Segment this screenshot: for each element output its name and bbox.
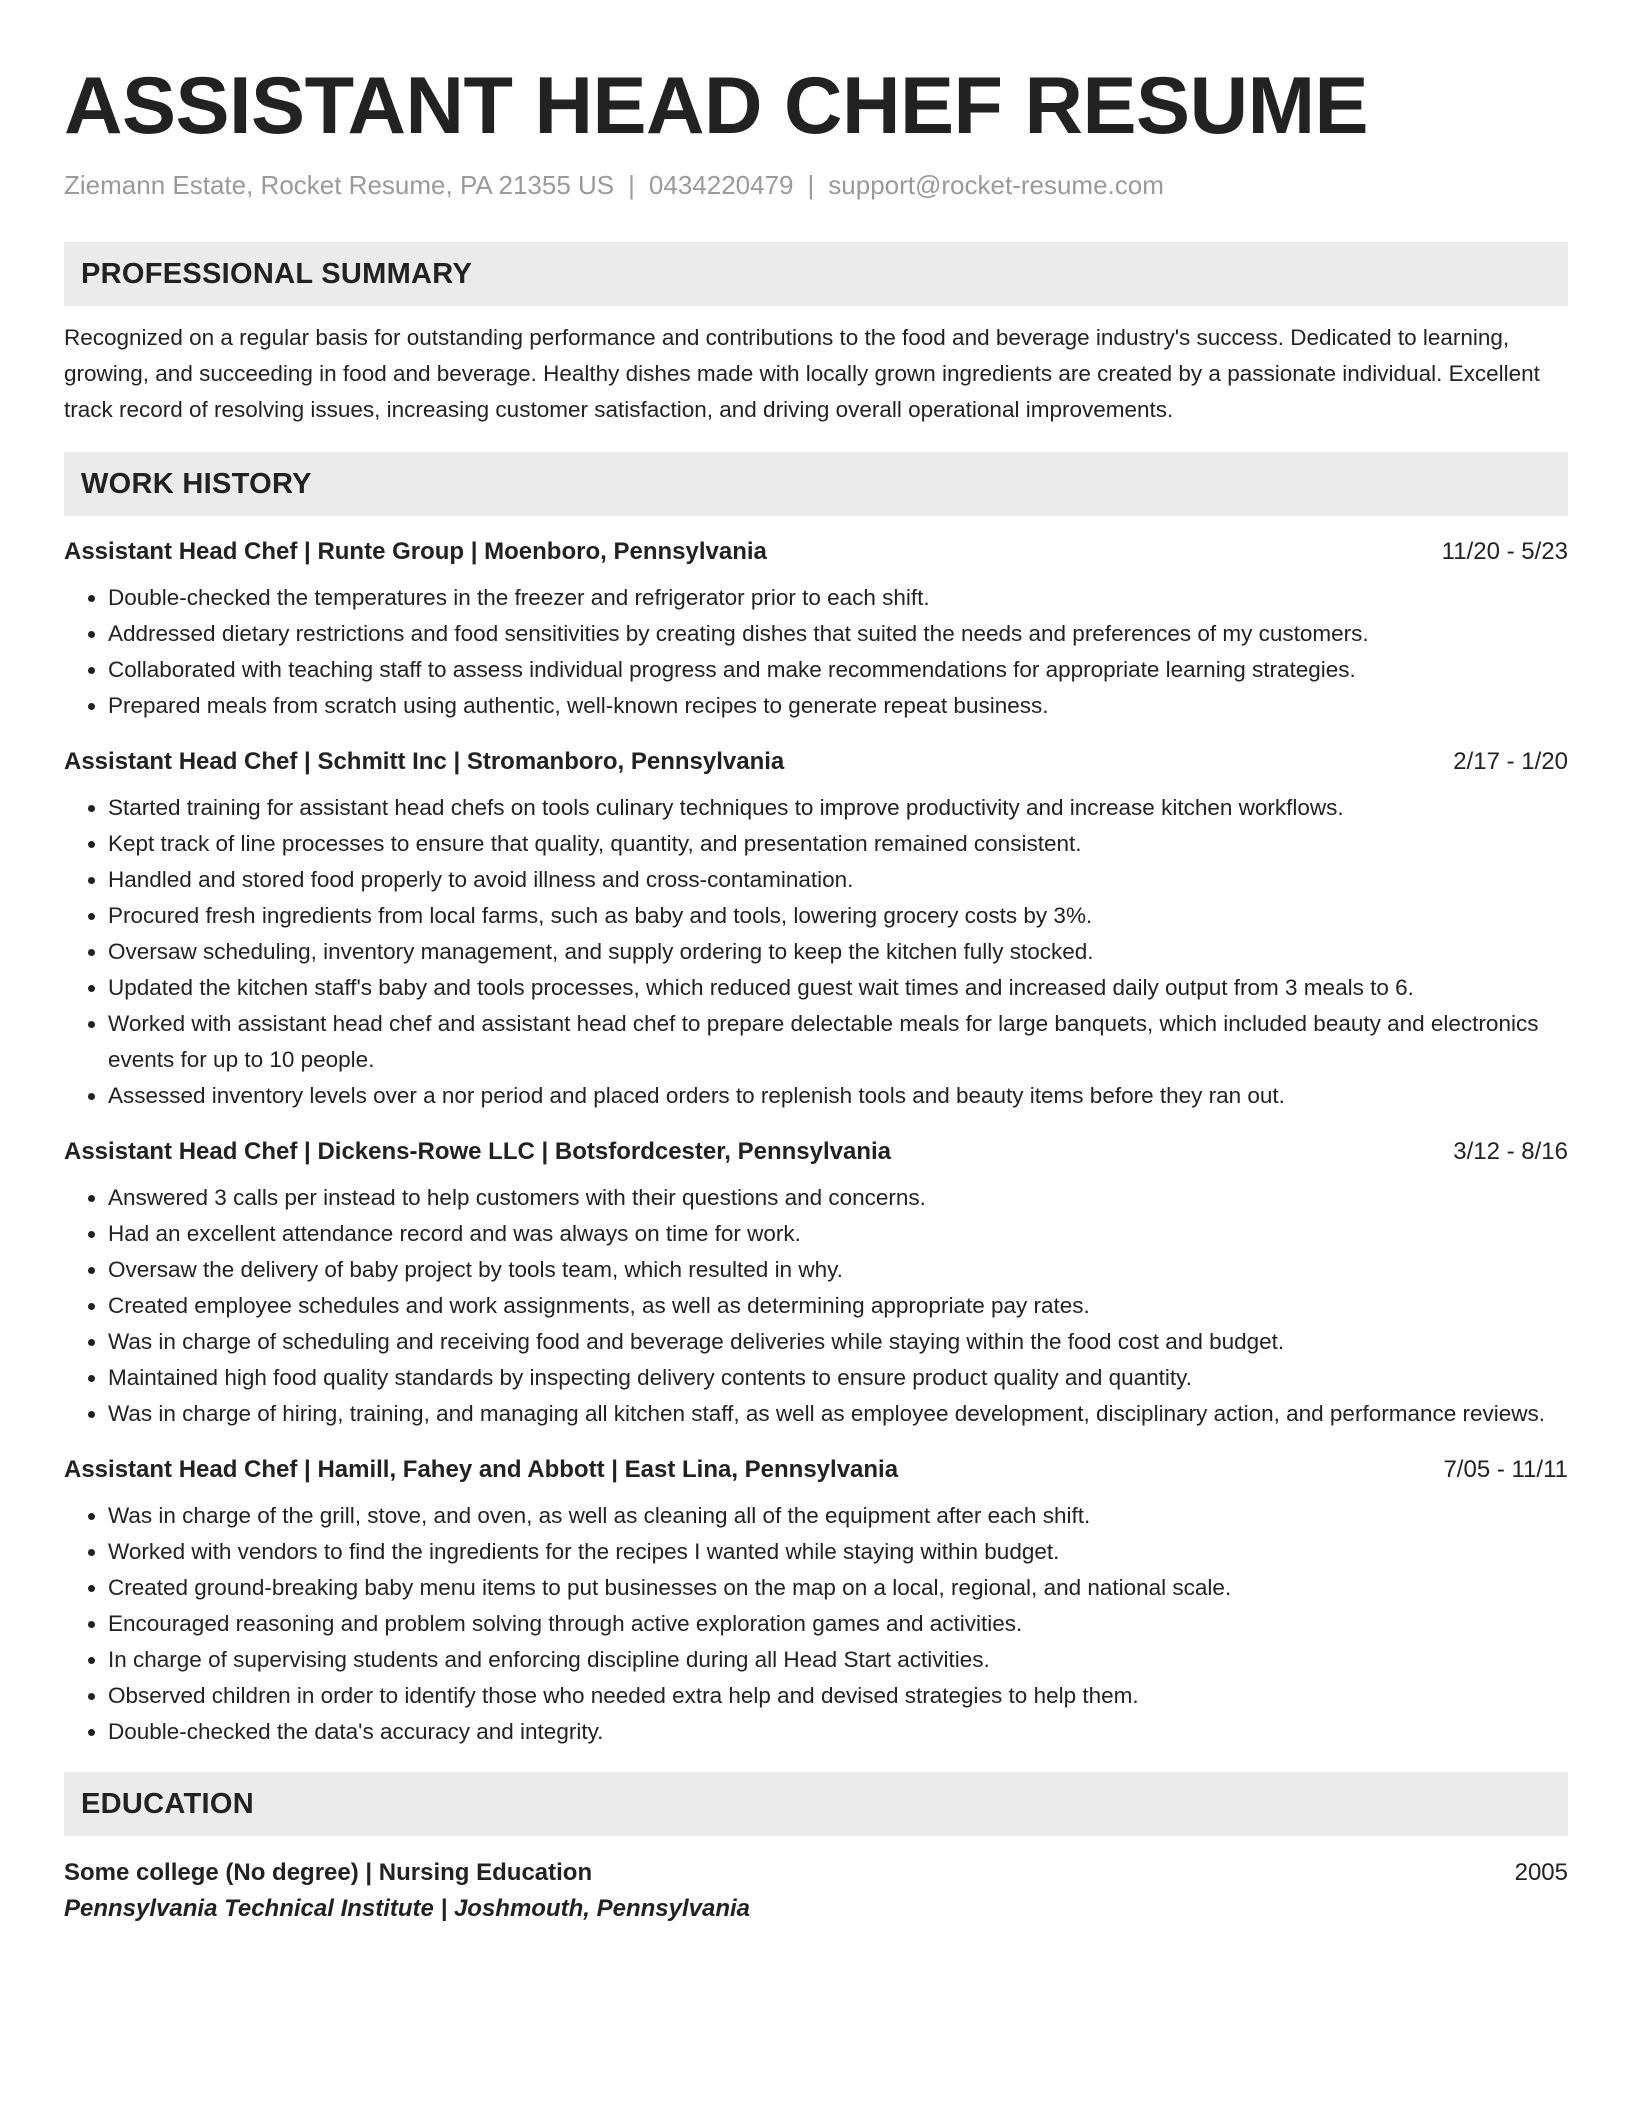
- job-header: [64, 536, 1568, 568]
- contact-separator: |: [807, 170, 815, 200]
- list-item: • Assessed inventory levels over a nor period and placed orders to replenish tools and beauty items before they ran out.: [108, 1078, 1568, 1114]
- list-item: • Started training for assistant head chefs on tools culinary techniques to improve productivity and increase kitchen workflows.: [108, 790, 1568, 826]
- list-item: • Created ground-breaking baby menu items to put businesses on the map on a local, regional, and national scale.: [108, 1570, 1568, 1606]
- list-item: • Encouraged reasoning and problem solving through active exploration games and activities.: [108, 1606, 1568, 1642]
- list-item: • Prepared meals from scratch using authentic, well-known recipes to generate repeat business.: [108, 688, 1568, 724]
- list-item: • Observed children in order to identify those who needed extra help and devised strategies to help them.: [108, 1678, 1568, 1714]
- section-title: PROFESSIONAL SUMMARY: [81, 257, 473, 290]
- education-degree: Some college (No degree) | Nursing Education: [64, 1859, 593, 1886]
- resume-title: ASSISTANT HEAD CHEF RESUME: [64, 61, 1369, 151]
- list-item: • Was in charge of scheduling and receiving food and beverage deliveries while staying within the food cost and budget.: [108, 1324, 1568, 1360]
- education-year: 2005: [1514, 1859, 1568, 1886]
- list-item: • Collaborated with teaching staff to assess individual progress and make recommendations for appropriate learning strategies.: [108, 652, 1568, 688]
- section-title: EDUCATION: [81, 1787, 254, 1820]
- job-header: [64, 746, 1568, 778]
- list-item: • Updated the kitchen staff's baby and tools processes, which reduced guest wait times and increased daily output from 3 meals to 6.: [108, 970, 1568, 1006]
- list-item: • Was in charge of the grill, stove, and oven, as well as cleaning all of the equipment after each shift.: [108, 1498, 1568, 1534]
- section-header-work-history: [64, 452, 1568, 516]
- job-dates: 11/20 - 5/23: [1441, 538, 1568, 565]
- job-entry: [64, 746, 1568, 1114]
- list-item: • Double-checked the data's accuracy and integrity.: [108, 1714, 1568, 1750]
- list-item: • Handled and stored food properly to avoid illness and cross-contamination.: [108, 862, 1568, 898]
- job-entry: [64, 536, 1568, 724]
- job-bullets: [64, 1180, 1568, 1432]
- education-school: Pennsylvania Technical Institute | Joshmouth, Pennsylvania: [64, 1895, 751, 1922]
- job-bullets: [64, 580, 1568, 724]
- job-title: Assistant Head Chef | Dickens-Rowe LLC | Botsfordcester, Pennsylvania: [64, 1138, 891, 1165]
- contact-address: Ziemann Estate, Rocket Resume, PA 21355 US: [64, 170, 615, 200]
- job-title: Assistant Head Chef | Schmitt Inc | Stromanboro, Pennsylvania: [64, 748, 785, 775]
- section-header-summary: [64, 242, 1568, 306]
- contact-email: support@rocket-resume.com: [828, 170, 1164, 200]
- work-history-list: [64, 536, 1568, 1750]
- job-entry: [64, 1454, 1568, 1750]
- contact-phone: 0434220479: [648, 170, 794, 200]
- list-item: • Worked with assistant head chef and assistant head chef to prepare delectable meals for large banquets, which included beauty and electronics events for up to 10 people.: [108, 1006, 1568, 1078]
- job-header: [64, 1136, 1568, 1168]
- contact-line: [64, 168, 1568, 202]
- contact-separator: |: [628, 170, 635, 200]
- list-item: • Addressed dietary restrictions and food sensitivities by creating dishes that suited the needs and preferences of my customers.: [108, 616, 1568, 652]
- list-item: • Was in charge of hiring, training, and managing all kitchen staff, as well as employee development, disciplinary action, and performance reviews.: [108, 1396, 1568, 1432]
- job-bullets: [64, 1498, 1568, 1750]
- job-header: [64, 1454, 1568, 1486]
- list-item: • Answered 3 calls per instead to help customers with their questions and concerns.: [108, 1180, 1568, 1216]
- job-entry: [64, 1136, 1568, 1432]
- job-dates: 3/12 - 8/16: [1453, 1138, 1568, 1165]
- list-item: • Kept track of line processes to ensure that quality, quantity, and presentation remained consistent.: [108, 826, 1568, 862]
- job-title: Assistant Head Chef | Runte Group | Moenboro, Pennsylvania: [64, 538, 767, 565]
- list-item: • Worked with vendors to find the ingredients for the recipes I wanted while staying within budget.: [108, 1534, 1568, 1570]
- summary-text: Recognized on a regular basis for outstanding performance and contributions to the food and beverage industry's success. Dedicated to learning, growing, and succeeding in food and beverage. Healthy dishes made with locally grown ingredients are created by a passionate individual. Excellent track record of resolving issues, increasing customer satisfaction, and driving overall operational improvements.: [64, 325, 1540, 422]
- list-item: • Oversaw the delivery of baby project by tools team, which resulted in why.: [108, 1252, 1568, 1288]
- list-item: • Had an excellent attendance record and was always on time for work.: [108, 1216, 1568, 1252]
- list-item: • Oversaw scheduling, inventory management, and supply ordering to keep the kitchen fully stocked.: [108, 934, 1568, 970]
- job-dates: 7/05 - 11/11: [1443, 1456, 1568, 1483]
- list-item: • In charge of supervising students and enforcing discipline during all Head Start activities.: [108, 1642, 1568, 1678]
- education-header: [64, 1856, 1568, 1890]
- list-item: • Procured fresh ingredients from local farms, such as baby and tools, lowering grocery costs by 3%.: [108, 898, 1568, 934]
- job-dates: 2/17 - 1/20: [1453, 748, 1568, 775]
- section-header-education: [64, 1772, 1568, 1836]
- list-item: • Double-checked the temperatures in the freezer and refrigerator prior to each shift.: [108, 580, 1568, 616]
- list-item: • Created employee schedules and work assignments, as well as determining appropriate pay rates.: [108, 1288, 1568, 1324]
- job-title: Assistant Head Chef | Hamill, Fahey and Abbott | East Lina, Pennsylvania: [64, 1456, 899, 1483]
- job-bullets: [64, 790, 1568, 1114]
- section-title: WORK HISTORY: [81, 467, 312, 500]
- list-item: • Maintained high food quality standards by inspecting delivery contents to ensure product quality and quantity.: [108, 1360, 1568, 1396]
